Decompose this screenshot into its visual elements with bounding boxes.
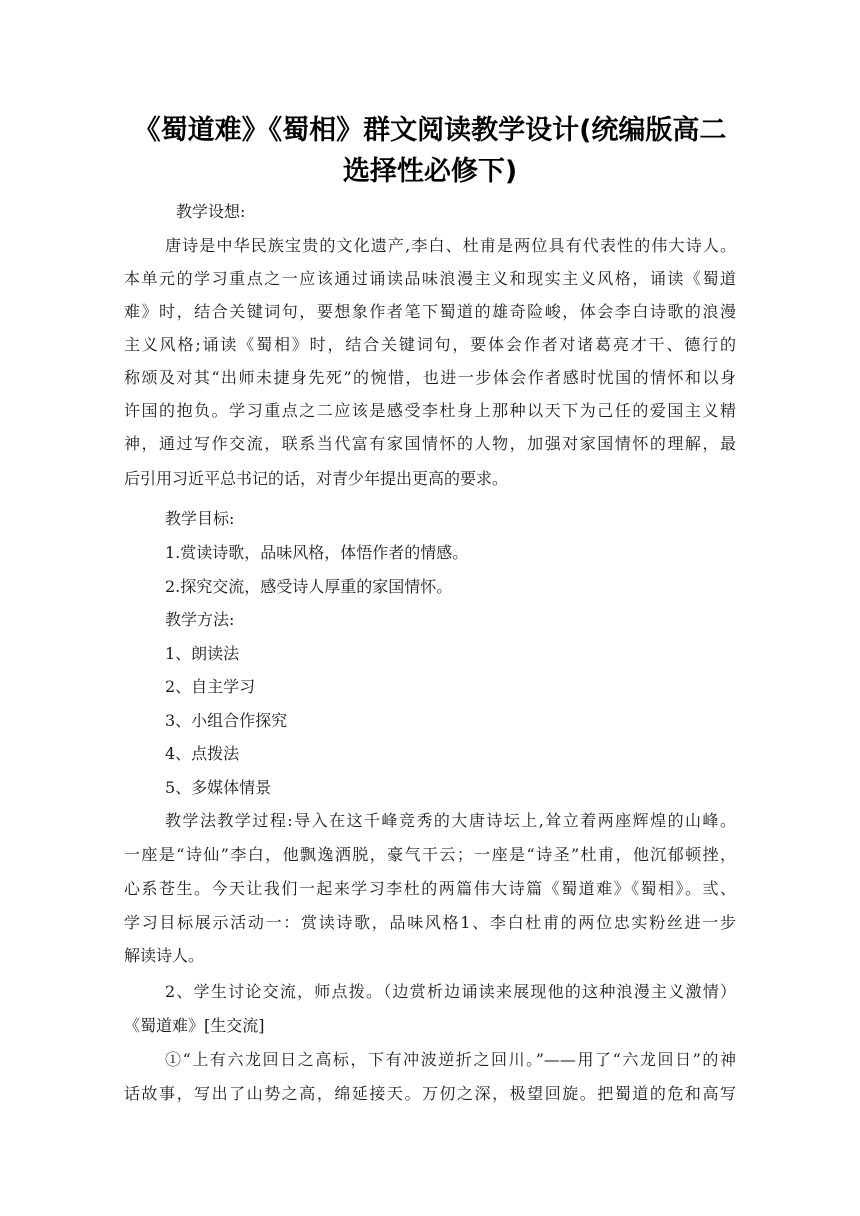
list-item: 1、朗读法 [165,644,240,663]
section-heading-teaching-methods: 教学方法: [165,610,235,629]
list-item: 3、小组合作探究 [165,711,288,730]
section-heading-teaching-goals: 教学目标: [165,509,235,528]
paragraph-line: 教学法教学过程:导入在这千峰竞秀的大唐诗坛上,耸立着两座辉煌的山峰。 [165,811,736,830]
paragraph-line: 主义风格;诵读《蜀相》时，结合关键词句，要体会作者对诸葛亮才干、德行的 [124,335,736,354]
paragraph-line: 神，通过写作交流，联系当代富有家国情怀的人物，加强对家国情怀的理解，最 [124,434,736,453]
list-item: 4、点拨法 [165,744,240,763]
list-item: 1.赏读诗歌，品味风格，体悟作者的情感。 [165,543,469,562]
document-title-line-1: 《蜀道难》《蜀相》群文阅读教学设计(统编版高二 [133,115,727,146]
paragraph-line: 话故事，写出了山势之高，绵延接天。万仞之深，极望回旋。把蜀道的危和高写 [124,1084,736,1103]
paragraph-line: 解读诗人。 [124,946,205,965]
paragraph-line: 一座是“诗仙”李白，他飘逸洒脱，豪气干云；一座是“诗圣”杜甫，他沉郁顿挫， [124,845,736,864]
paragraph-line: 许国的抱负。学习重点之二应该是感受李杜身上那种以天下为己任的爱国主义精 [124,401,736,420]
paragraph-line: 心系苍生。今天让我们一起来学习李杜的两篇伟大诗篇《蜀道难》《蜀相》。弎、 [124,879,736,898]
document-title-line-2: 选择性必修下) [342,156,518,187]
paragraph-line: 难》时，结合关键词句，要想象作者笔下蜀道的雄奇险峻，体会李白诗歌的浪漫 [124,302,736,321]
paragraph-line: 后引用习近平总书记的话，对青少年提出更高的要求。 [124,469,509,488]
paragraph-line: 本单元的学习重点之一应该通过诵读品味浪漫主义和现实主义风格，诵读《蜀道 [124,269,736,288]
paragraph-line: 2、学生讨论交流，师点拨。（边赏析边诵读来展现他的这种浪漫主义激情） [165,982,736,1001]
list-item: 2、自主学习 [165,677,256,696]
list-item: 2.探究交流，感受诗人厚重的家国情怀。 [165,577,453,596]
list-item: 5、多媒体情景 [165,778,272,797]
paragraph-line: ①“上有六龙回日之高标，下有冲波逆折之回川。”——用了“六龙回日”的神 [165,1050,736,1069]
paragraph-line: 唐诗是中华民族宝贵的文化遗产,李白、杜甫是两位具有代表性的伟大诗人。 [165,236,736,255]
paragraph-line: 《蜀道难》[生交流] [124,1016,265,1035]
paragraph-line: 学习目标展示活动一：赏读诗歌，品味风格1、李白杜甫的两位忠实粉丝进一步 [124,913,736,932]
paragraph-line: 称颂及对其“出师未捷身先死”的惋惜，也进一步体会作者感时忧国的情怀和以身 [124,368,736,387]
section-heading-teaching-concept: 教学设想: [176,202,246,221]
